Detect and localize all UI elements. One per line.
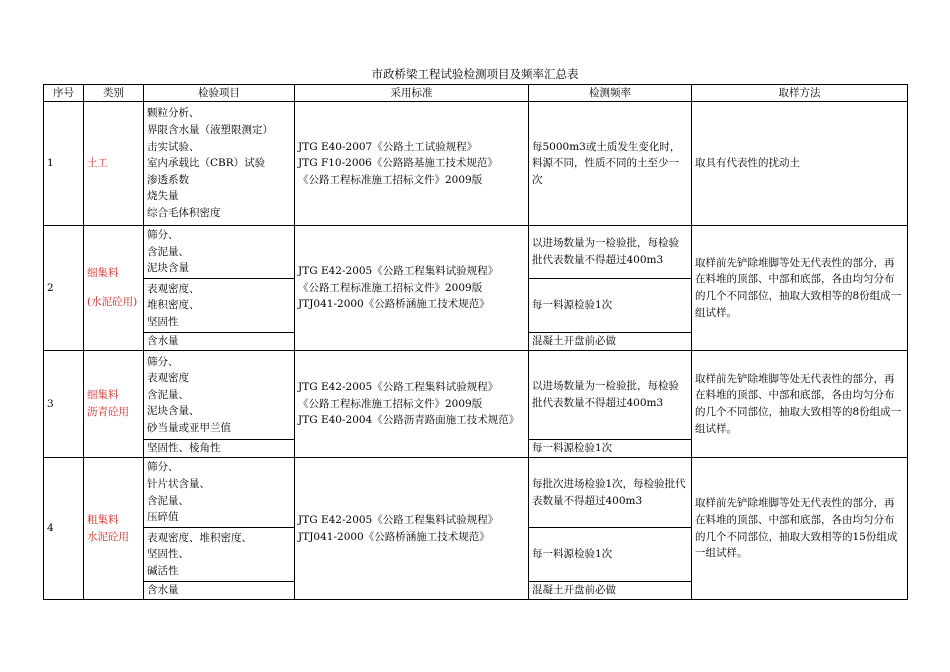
- row-items: [144, 351, 295, 440]
- item-line: 砂当量或亚甲兰值: [147, 421, 231, 434]
- item-line: 综合毛体积密度: [147, 206, 221, 219]
- standard-line: JTJ041-2000《公路桥涵施工技术规范》: [298, 530, 490, 543]
- table-row: [44, 226, 908, 279]
- item-line: 室内承载比（CBR）试验: [147, 157, 266, 170]
- header-sampling: 取样方法: [692, 85, 908, 102]
- item-line: 碱活性: [147, 564, 179, 577]
- header-standards: 采用标准: [295, 85, 529, 102]
- row-items: [144, 333, 295, 351]
- row-no: 4: [44, 458, 84, 600]
- item-line: 筛分、: [147, 461, 179, 474]
- row-frequency: 每5000m3或土质发生变化时，料源不同，性质不同的土至少一次: [529, 102, 692, 226]
- row-sampling: 取样前先铲除堆脚等处无代表性的部分，再在料堆的顶部、中部和底部，各由均匀分布的几个不同部位，抽取大致相等的8份组成一组试样。: [692, 351, 908, 458]
- row-category: [84, 226, 144, 351]
- item-line: 表观密度、堆积密度、: [147, 531, 252, 544]
- item-line: 泥块含量: [147, 262, 189, 275]
- standard-line: JTG E42-2005《公路工程集料试验规程》: [298, 513, 499, 526]
- row-frequency: 混凝土开盘前必做: [529, 582, 692, 600]
- row-frequency: 混凝土开盘前必做: [529, 333, 692, 351]
- category-line: 细集料: [87, 267, 119, 280]
- row-sampling: 取样前先铲除堆脚等处无代表性的部分，再在料堆的顶部、中部和底部，各由均匀分布的几个不同部位，抽取大致相等的8份组成一组试样。: [692, 226, 908, 351]
- row-items: [144, 226, 295, 279]
- table-header-row: [44, 85, 908, 102]
- row-no: 1: [44, 102, 84, 226]
- row-standards: [295, 458, 529, 600]
- table-row: [44, 102, 908, 226]
- row-items: [144, 458, 295, 528]
- row-frequency: 以进场数量为一检验批，每检验批代表数量不得超过400m3: [529, 226, 692, 279]
- item-line: 含水量: [147, 335, 179, 348]
- category-line: 粗集料: [87, 513, 119, 526]
- item-line: 坚固性、: [147, 548, 189, 561]
- standard-line wrap: JTG E40-2004《公路沥青路面施工技术规范》: [298, 414, 520, 427]
- item-line: 含水量: [147, 584, 179, 597]
- row-items: [144, 102, 295, 226]
- row-frequency: 每一料源检验1次: [529, 528, 692, 582]
- category-line: (水泥砼用): [87, 296, 138, 308]
- standard-line: JTG E42-2005《公路工程集料试验规程》: [298, 265, 499, 278]
- item-line: 含泥量、: [147, 494, 189, 507]
- row-category: [84, 458, 144, 600]
- header-items: 检验项目: [144, 85, 295, 102]
- row-frequency: 每一料源检验1次: [529, 440, 692, 458]
- row-standards: [295, 102, 529, 226]
- row-standards: [295, 226, 529, 351]
- item-line: 筛分、: [147, 355, 179, 368]
- standard-line: JTG E42-2005《公路工程集料试验规程》: [298, 381, 499, 394]
- item-line: 泥块含量、: [147, 405, 200, 418]
- item-line: 含泥量、: [147, 388, 189, 401]
- item-line: 含泥量、: [147, 245, 189, 258]
- item-line: 坚固性: [147, 315, 179, 328]
- item-line: 筛分、: [147, 229, 179, 242]
- page-title: 市政桥梁工程试验检测项目及频率汇总表: [371, 67, 579, 81]
- item-line: 表观密度: [147, 372, 189, 385]
- item-line: 击实试验、: [147, 140, 200, 153]
- row-items: [144, 440, 295, 458]
- header-no: 序号: [44, 85, 84, 102]
- item-line: 堆积密度、: [147, 299, 200, 312]
- row-standards: [295, 351, 529, 458]
- item-line: 渗透系数: [147, 173, 189, 186]
- row-items: [144, 582, 295, 600]
- row-items: [144, 279, 295, 333]
- standard-line: 《公路工程标准施工招标文件》2009版: [298, 173, 483, 186]
- header-frequency: 检测频率: [529, 85, 692, 102]
- header-category: 类别: [84, 85, 144, 102]
- row-category: [84, 102, 144, 226]
- standard-line: JTG F10-2006《公路路基施工技术规范》: [298, 157, 498, 170]
- row-items: [144, 528, 295, 582]
- category-line: 土工: [87, 157, 108, 170]
- row-sampling: 取具有代表性的扰动土: [692, 102, 908, 226]
- category-line: 水泥砼用: [87, 530, 129, 543]
- row-category: [84, 351, 144, 458]
- category-line: 细集料: [87, 389, 119, 402]
- row-frequency: 以进场数量为一检验批，每检验批代表数量不得超过400m3: [529, 351, 692, 440]
- item-line: 界限含水量（液塑限测定）: [147, 124, 273, 137]
- standard-line: JTJ041-2000《公路桥涵施工技术规范》: [298, 298, 490, 311]
- item-line: 压碎值: [147, 511, 179, 524]
- table-row: [44, 458, 908, 528]
- row-no: 2: [44, 226, 84, 351]
- row-frequency: 每一料源检验1次: [529, 279, 692, 333]
- item-line: 表观密度、: [147, 282, 200, 295]
- category-line: 沥青砼用: [87, 406, 129, 418]
- standard-line: 《公路工程标准施工招标文件》2009版: [298, 397, 483, 410]
- item-line: 颗粒分析、: [147, 107, 200, 120]
- table-row: [44, 351, 908, 440]
- item-line: 针片状含量、: [147, 477, 210, 490]
- item-line: 坚固性、棱角性: [147, 442, 221, 455]
- standard-line: 《公路工程标准施工招标文件》2009版: [298, 281, 483, 294]
- summary-table: [43, 84, 908, 600]
- row-no: 3: [44, 351, 84, 458]
- row-sampling: 取样前先铲除堆脚等处无代表性的部分，再在料堆的顶部、中部和底部，各由均匀分布的几个不同部位，抽取大致相等的15份组成一组试样。: [692, 458, 908, 600]
- row-frequency: 每批次进场检验1次，每检验批代表数量不得超过400m3: [529, 458, 692, 528]
- standard-line: JTG E40-2007《公路土工试验规程》: [298, 140, 478, 153]
- item-line: 烧失量: [147, 190, 179, 203]
